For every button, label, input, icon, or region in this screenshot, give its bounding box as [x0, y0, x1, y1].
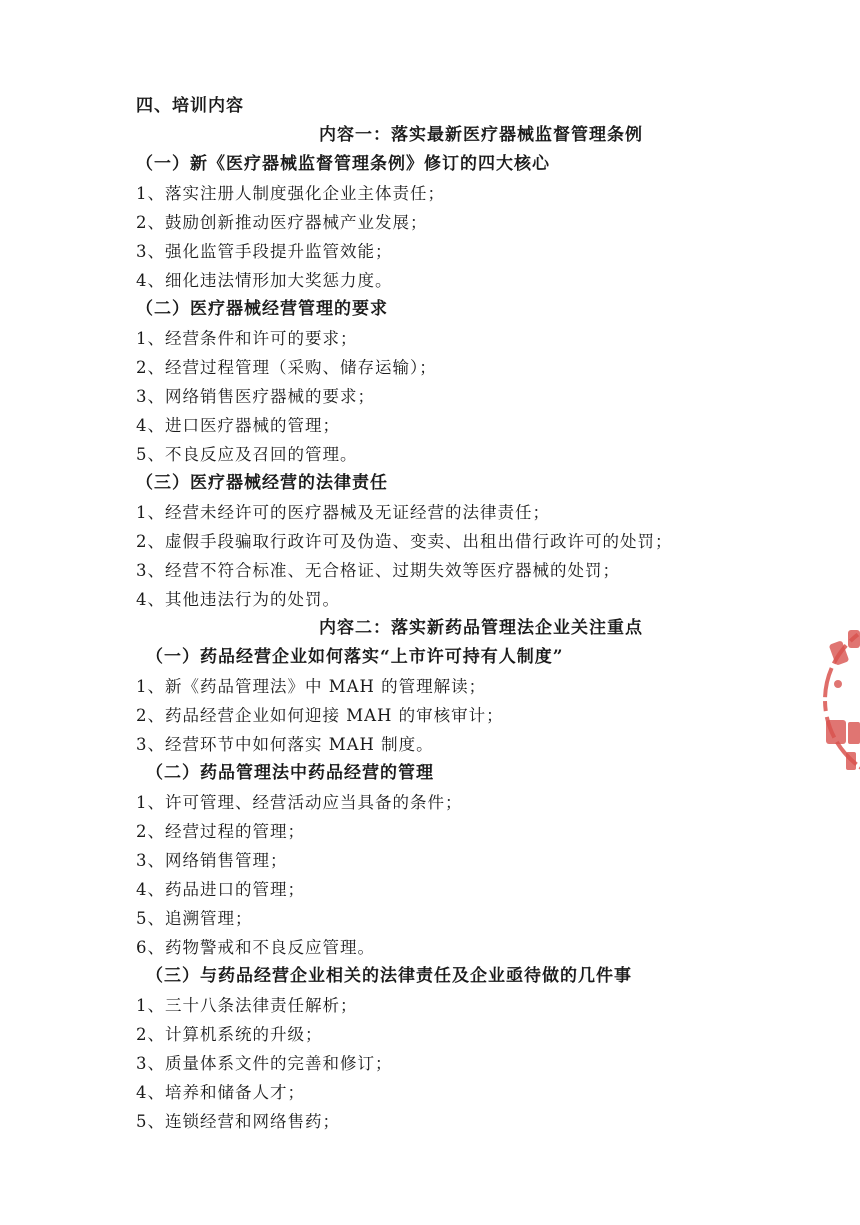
- list-item: 1、新《药品管理法》中 MAH 的管理解读；: [136, 677, 487, 696]
- list-item: 2、经营过程的管理；: [136, 822, 305, 841]
- list-item: 3、经营环节中如何落实 MAH 制度。: [136, 735, 434, 754]
- list-item: 2、虚假手段骗取行政许可及伪造、变卖、出租出借行政许可的处罚；: [136, 532, 673, 551]
- list-item: 6、药物警戒和不良反应管理。: [136, 938, 375, 957]
- list-item: 4、药品进口的管理；: [136, 880, 305, 899]
- list-item: 2、药品经营企业如何迎接 MAH 的审核审计；: [136, 706, 504, 725]
- list-item: 5、不良反应及召回的管理。: [136, 445, 358, 464]
- part2-group1-heading: （一）药品经营企业如何落实“上市许可持有人制度”: [146, 647, 564, 667]
- part1-group1-heading: （一）新《医疗器械监督管理条例》修订的四大核心: [136, 154, 550, 174]
- list-item: 4、细化违法情形加大奖惩力度。: [136, 271, 393, 290]
- part2-group2-heading: （二）药品管理法中药品经营的管理: [146, 763, 434, 783]
- list-item: 3、经营不符合标准、无合格证、过期失效等医疗器械的处罚；: [136, 561, 620, 580]
- list-item: 3、强化监管手段提升监管效能；: [136, 242, 393, 261]
- list-item: 5、追溯管理；: [136, 909, 253, 928]
- list-item: 1、三十八条法律责任解析；: [136, 996, 358, 1015]
- list-item: 1、许可管理、经营活动应当具备的条件；: [136, 793, 463, 812]
- official-seal-stamp: [818, 612, 860, 787]
- list-item: 1、落实注册人制度强化企业主体责任；: [136, 184, 445, 203]
- list-item: 2、经营过程管理（采购、储存运输）；: [136, 358, 437, 377]
- section-heading: 四、培训内容: [136, 96, 244, 116]
- list-item: 4、培养和储备人才；: [136, 1083, 305, 1102]
- list-item: 3、质量体系文件的完善和修订；: [136, 1054, 393, 1073]
- list-item: 4、进口医疗器械的管理；: [136, 416, 340, 435]
- document-body: [136, 92, 796, 1136]
- list-item: 3、网络销售管理；: [136, 851, 288, 870]
- list-item: 3、网络销售医疗器械的要求；: [136, 387, 375, 406]
- list-item: 5、连锁经营和网络售药；: [136, 1112, 340, 1131]
- list-item: 1、经营条件和许可的要求；: [136, 329, 358, 348]
- list-item: 4、其他违法行为的处罚。: [136, 590, 340, 609]
- list-item: 2、鼓励创新推动医疗器械产业发展；: [136, 213, 428, 232]
- part1-group2-heading: （二）医疗器械经营管理的要求: [136, 299, 388, 319]
- part1-title: 内容一：落实最新医疗器械监督管理条例: [319, 125, 643, 145]
- list-item: 1、经营未经许可的医疗器械及无证经营的法律责任；: [136, 503, 550, 522]
- list-item: 2、计算机系统的升级；: [136, 1025, 323, 1044]
- part2-title: 内容二：落实新药品管理法企业关注重点: [319, 618, 643, 638]
- part2-group3-heading: （三）与药品经营企业相关的法律责任及企业亟待做的几件事: [146, 966, 632, 986]
- part1-group3-heading: （三）医疗器械经营的法律责任: [136, 473, 388, 493]
